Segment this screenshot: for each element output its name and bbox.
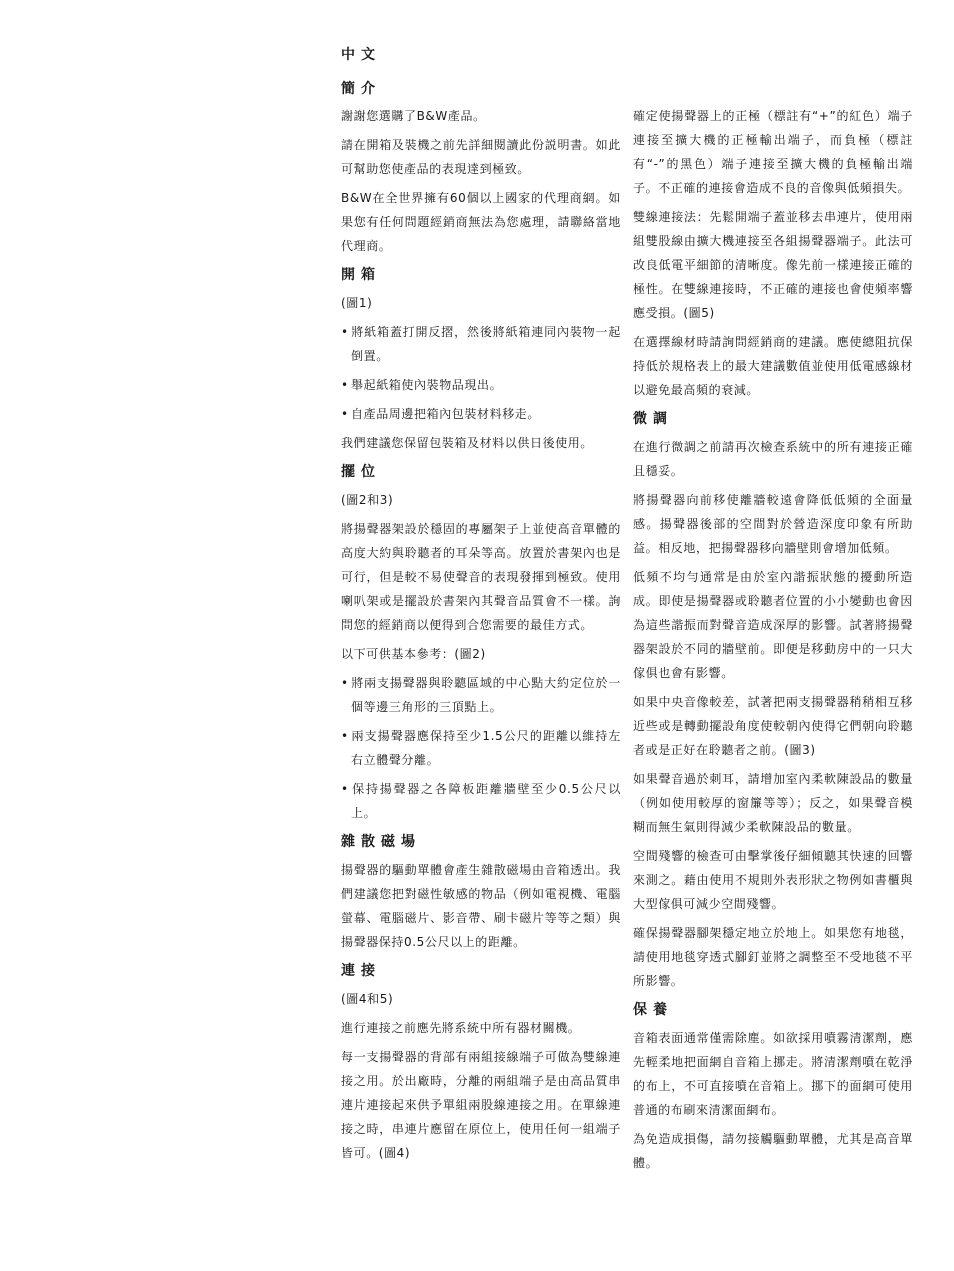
care-heading: 保養: [633, 1002, 673, 1018]
fine-tuning-paragraph: 低頻不均勻通常是由於室內諧振狀態的擾動所造成。即使是揚聲器或聆聽者位置的小小變動也會因為這些諧振而對聲音造成深厚的影響。試著將揚聲器架設於不同的牆壁前。即便是移動房中的一只大傢俱也會有影響。: [633, 570, 913, 680]
connections-heading: 連接: [341, 963, 381, 979]
connections-paragraph: 進行連接之前應先將系統中所有器材關機。: [341, 1021, 581, 1035]
fine-tuning-heading: 微調: [633, 411, 673, 427]
positioning-heading: 擺位: [341, 464, 381, 480]
positioning-list: [341, 671, 621, 825]
bullet-icon: •: [341, 407, 349, 421]
bullet-icon: •: [341, 378, 349, 392]
unpacking-list: [341, 320, 621, 426]
connections-paragraph: 在選擇線材時請詢問經銷商的建議。應使總阻抗保持低於規格表上的最大建議數值並使用低電感線材以避免最高頻的衰減。: [633, 335, 913, 397]
unpacking-note: 我們建議您保留包裝箱及材料以供日後使用。: [341, 436, 594, 450]
figure-reference: (圖2和3): [341, 493, 394, 507]
figure-reference: (圖1): [341, 296, 373, 310]
list-item: • 保持揚聲器之各障板距離牆壁至少0.5公尺以上。: [341, 777, 621, 825]
list-item: • 將兩支揚聲器與聆聽區域的中心點大約定位於一個等邊三角形的三頂點上。: [341, 671, 621, 719]
left-column: [341, 104, 621, 1170]
right-column: [633, 104, 913, 1180]
fine-tuning-paragraph: 空間殘響的檢查可由擊掌後仔細傾聽其快速的回響來測之。藉由使用不規則外表形狀之物例如書櫃與大型傢俱可減少空間殘響。: [633, 849, 913, 911]
stray-fields-paragraph: 揚聲器的驅動單體會產生雜散磁場由音箱透出。我們建議您把對磁性敏感的物品（例如電視機、電腦螢幕、電腦磁片、影音帶、刷卡磁片等等之類）與揚聲器保持0.5公尺以上的距離。: [341, 863, 621, 949]
list-item: • 舉起紙箱使內裝物品現出。: [341, 373, 621, 397]
unpacking-heading: 開箱: [341, 267, 381, 283]
list-item: • 將紙箱蓋打開反摺，然後將紙箱連同內裝物一起倒置。: [341, 320, 621, 368]
fine-tuning-paragraph: 將揚聲器向前移使離牆較遠會降低低頻的全面量感。揚聲器後部的空間對於營造深度印象有所助益。相反地，把揚聲器移向牆壁則會增加低頻。: [633, 493, 913, 555]
connections-paragraph: 雙線連接法：先鬆開端子蓋並移去串連片，使用兩組雙股線由擴大機連接至各組揚聲器端子。此法可改良低電平細節的清晰度。像先前一樣連接正確的極性。在雙線連接時，不正確的連接也會使頻率響應受損。(圖5): [633, 210, 913, 320]
connections-paragraph: 每一支揚聲器的背部有兩組接線端子可做為雙線連接之用。於出廠時，分離的兩組端子是由高品質串連片連接起來供予單組兩股線連接之用。在單線連接之時，串連片應留在原位上，使用任何一組端子皆可。(圖4): [341, 1050, 621, 1160]
figure-reference: (圖4和5): [341, 992, 394, 1006]
positioning-paragraph: 將揚聲器架設於穩固的專屬架子上並使高音單體的高度大約與聆聽者的耳朵等高。放置於書架內也是可行，但是較不易使聲音的表現發揮到極致。使用喇叭架或是擺設於書架內其聲音品質會不一樣。詢問您的經銷商以便得到合您需要的最佳方式。: [341, 522, 621, 632]
list-item: • 兩支揚聲器應保持至少1.5公尺的距離以維持左右立體聲分離。: [341, 724, 621, 772]
fine-tuning-paragraph: 在進行微調之前請再次檢查系統中的所有連接正確且穩妥。: [633, 440, 913, 478]
list-item: • 自產品周邊把箱內包裝材料移走。: [341, 402, 621, 426]
intro-paragraph: 請在開箱及裝機之前先詳細閱讀此份説明書。如此可幫助您使產品的表現達到極致。: [341, 138, 621, 176]
language-heading: 中文: [341, 47, 381, 63]
intro-paragraph: B&W在全世界擁有60個以上國家的代理商網。如果您有任何問題經銷商無法為您處理，請聯絡當地代理商。: [341, 191, 621, 253]
fine-tuning-paragraph: 如果中央音像較差，試著把兩支揚聲器稍稍相互移近些或是轉動擺設角度使較朝內使得它們朝向聆聽者或是正好在聆聽者之前。(圖3): [633, 695, 913, 757]
positioning-paragraph: 以下可供基本參考：(圖2): [341, 647, 486, 661]
care-paragraph: 為免造成損傷，請勿接觸驅動單體，尤其是高音單體。: [633, 1132, 913, 1170]
intro-paragraph: 謝謝您選購了B&W產品。: [341, 109, 486, 123]
introduction-heading: 簡介: [341, 81, 381, 97]
fine-tuning-paragraph: 如果聲音過於刺耳，請增加室內柔軟陳設品的數量（例如使用較厚的窗簾等等）；反之，如果聲音模糊而無生氣則得減少柔軟陳設品的數量。: [633, 772, 913, 834]
bullet-icon: •: [341, 325, 349, 339]
fine-tuning-paragraph: 確保揚聲器腳架穩定地立於地上。如果您有地毯，請使用地毯穿透式腳釘並將之調整至不受地毯不平所影響。: [633, 926, 913, 988]
care-paragraph: 音箱表面通常僅需除塵。如欲採用噴霧清潔劑，應先輕柔地把面網自音箱上挪走。將清潔劑噴在乾淨的布上，不可直接噴在音箱上。挪下的面網可使用普通的布刷來清潔面網布。: [633, 1031, 913, 1117]
bullet-icon: •: [341, 676, 349, 690]
bullet-icon: •: [341, 729, 349, 743]
connections-paragraph: 確定使揚聲器上的正極（標註有“+”的紅色）端子連接至擴大機的正極輸出端子，而負極（標註有“-”的黑色）端子連接至擴大機的負極輸出端子。不正確的連接會造成不良的音像與低頻損失。: [633, 109, 913, 195]
bullet-icon: •: [341, 782, 349, 796]
stray-fields-heading: 雜散磁場: [341, 834, 421, 850]
